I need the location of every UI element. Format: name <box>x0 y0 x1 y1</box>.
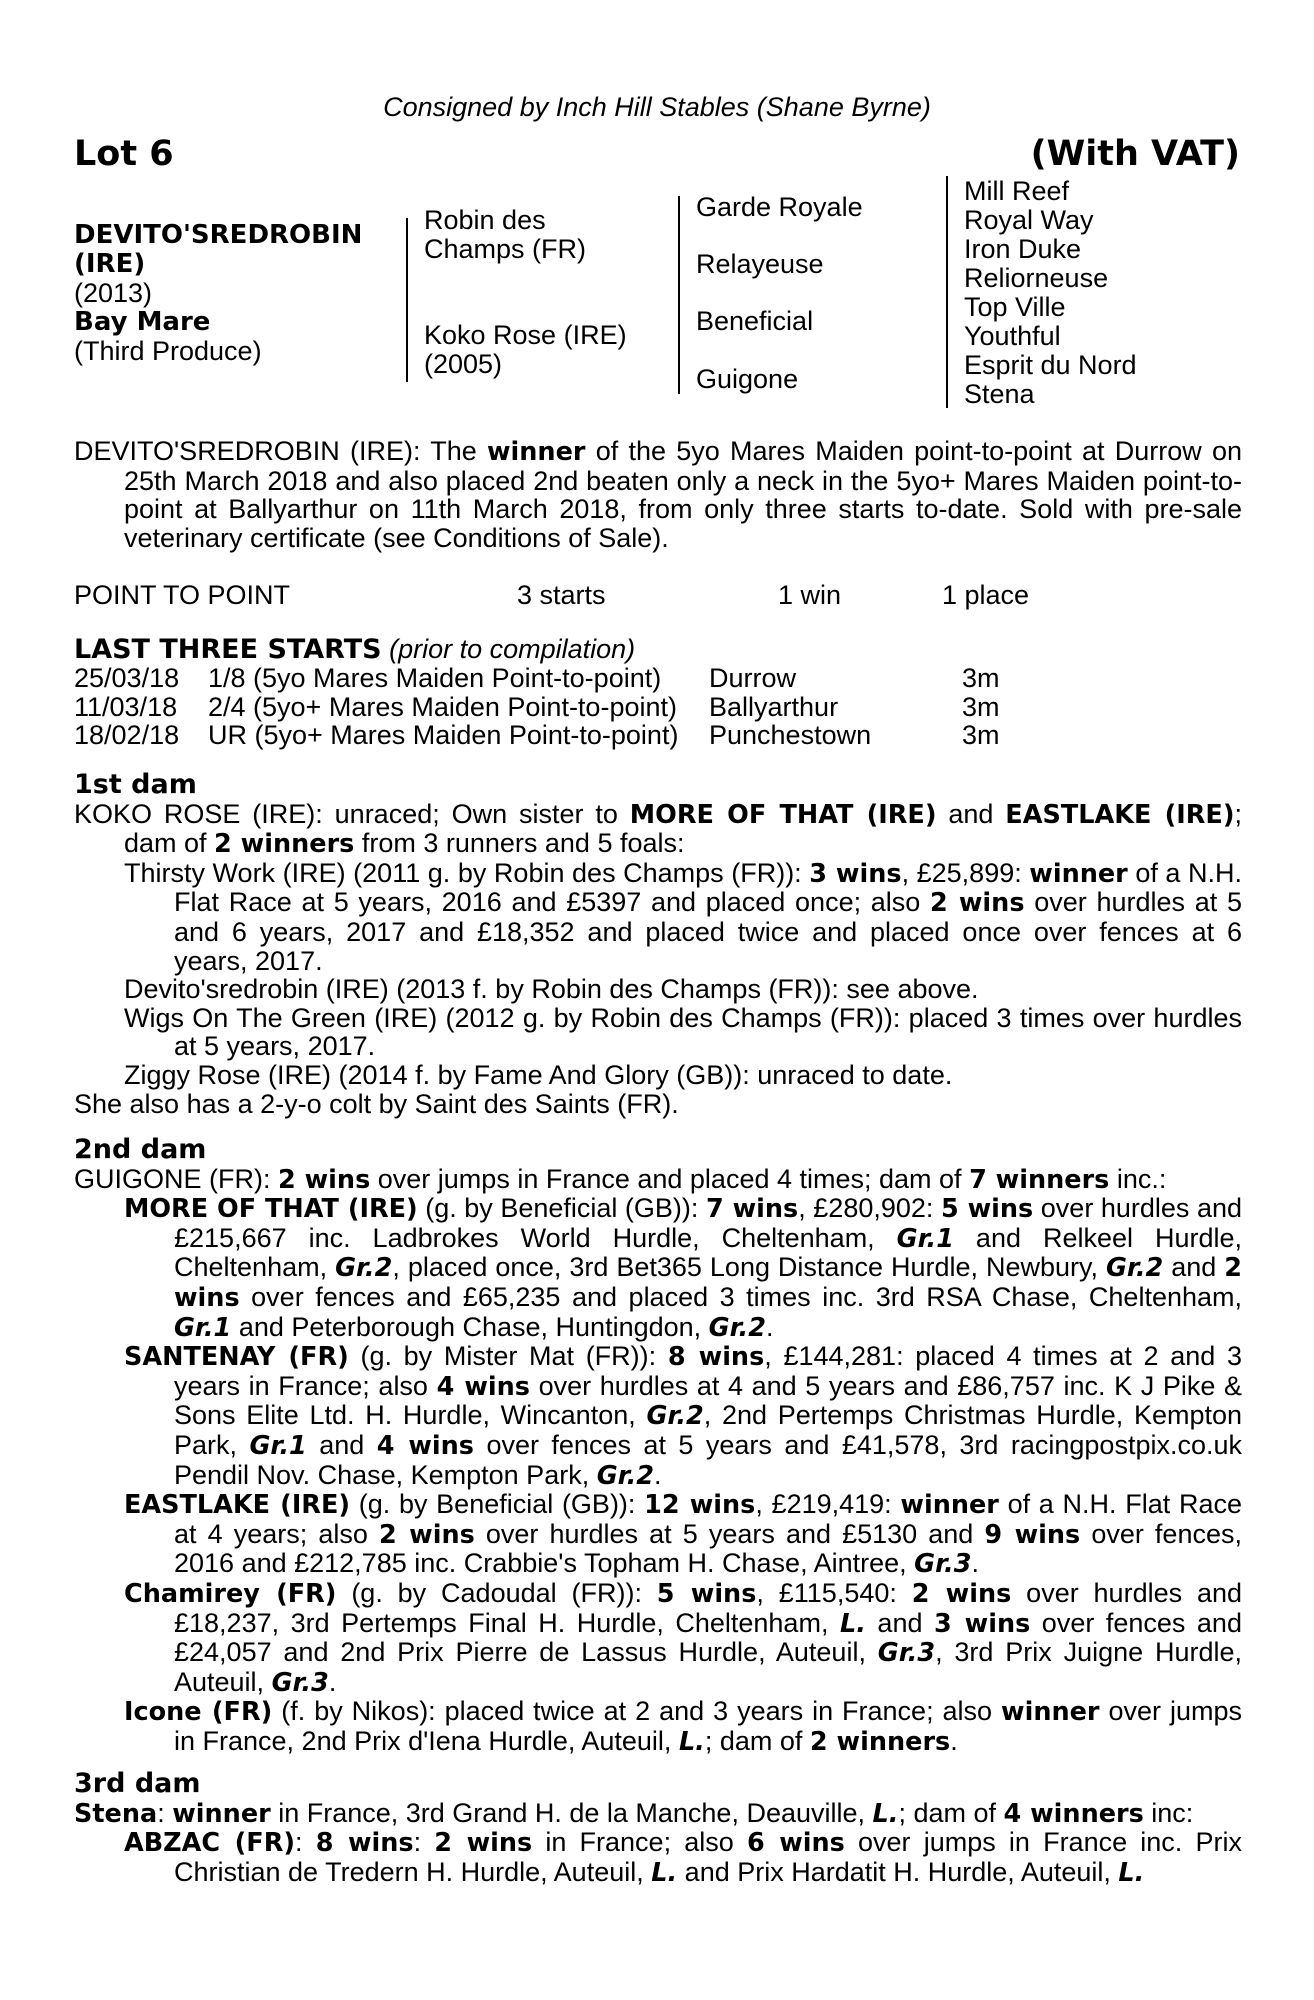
pedigree-divider-3 <box>946 176 948 408</box>
first-dam-colt-note: She also has a 2-y-o colt by Saint des Saints (FR). <box>74 1088 679 1119</box>
pedigree-gen2-1: Garde Royale <box>696 192 863 222</box>
first-dam-heading: 1st dam <box>74 769 197 800</box>
first-dam-intro: KOKO ROSE (IRE): unraced; Own sister to MORE OF THAT (IRE) and EASTLAKE (IRE); dam of 2 winners from 3 runners and 5 foals: <box>74 798 1242 860</box>
summary-paragraph: DEVITO'SREDROBIN (IRE): The winner of the 5yo Mares Maiden point-to-point at Durrow on 25th March 2018 and also placed 2nd beaten only a neck in the 5yo+ Mares Maiden point-to-point at Ballyarthur on 11th March 2018, from only three starts to-date. Sold with pre-sale veterinary certificate (see Conditions of Sale). <box>74 436 1242 553</box>
pedigree-gen2-3: Beneficial <box>696 306 814 336</box>
start-row-3-race: UR (5yo+ Mares Maiden Point-to-point) <box>208 720 679 750</box>
start-row-1-date: 25/03/18 <box>74 663 180 693</box>
start-row-3-course: Punchestown <box>709 720 872 750</box>
start-row-1-race: 1/8 (5yo Mares Maiden Point-to-point) <box>208 663 662 693</box>
pedigree-gen2-4: Guigone <box>696 364 799 394</box>
vat-note: (With VAT) <box>1030 134 1240 174</box>
progeny-eastlake: EASTLAKE (IRE) (g. by Beneficial (GB)): 12 wins, £219,419: winner of a N.H. Flat Race at 4 years; also 2 wins over hurdles at 5 years and £5130 and 9 wins over fences, 2016 and £212,785 inc. Crabbie's Topham H. Chase, Aintree, Gr.3. <box>124 1489 1242 1580</box>
progeny-chamirey: Chamirey (FR) (g. by Cadoudal (FR)): 5 wins, £115,540: 2 wins over hurdles and £18,237, 3rd Pertemps Final H. Hurdle, Cheltenham, L. and 3 wins over fences and £24,057 and 2nd Prix Pierre de Lassus Hurdle, Auteuil, Gr.3, 3rd Prix Juigne Hurdle, Auteuil, Gr.3. <box>124 1577 1242 1698</box>
progeny-santenay: SANTENAY (FR) (g. by Mister Mat (FR)): 8 wins, £144,281: placed 4 times at 2 and 3 years in France; also 4 wins over hurdles at 4 and 5 years and £86,757 inc. K J Pike & Sons Elite Ltd. H. Hurdle, Wincanton, Gr.2, 2nd Pertemps Christmas Hurdle, Kempton Park, Gr.1 and 4 wins over fences at 5 years and £41,578, 3rd racingpostpix.co.uk Pendil Nov. Chase, Kempton Park, Gr.2. <box>124 1341 1243 1491</box>
lot-number: Lot 6 <box>74 134 174 174</box>
progeny-thirsty-work: Thirsty Work (IRE) (2011 g. by Robin des Champs (FR)): 3 wins, £25,899: winner of a N.H. Flat Race at 5 years, 2016 and £5397 and placed once; also 2 wins over hurdles at 5 and 6 years, 2017 and £18,352 and placed twice and placed once over fences at 6 years, 2017. <box>124 857 1242 976</box>
record-starts: 3 starts <box>517 580 606 610</box>
record-wins: 1 win <box>778 580 842 610</box>
horse-identity <box>74 221 362 366</box>
start-row-2-dist: 3m <box>962 692 1000 722</box>
pedigree-sire: Robin des Champs (FR) <box>424 205 587 264</box>
progeny-devitosredrobin: Devito'sredrobin (IRE) (2013 f. by Robin des Champs (FR)): see above. <box>124 974 979 1005</box>
second-dam-section <box>74 1136 1242 1756</box>
second-dam-intro: GUIGONE (FR): 2 wins over jumps in France and placed 4 times; dam of 7 winners inc.: <box>74 1163 1167 1195</box>
horse-year: (2013) <box>74 278 153 308</box>
horse-country: (IRE) <box>74 249 146 279</box>
start-row-3-date: 18/02/18 <box>74 720 180 750</box>
start-row-1-course: Durrow <box>709 663 797 693</box>
third-dam-section <box>74 1770 1242 1887</box>
pedigree-divider-2 <box>678 196 680 394</box>
start-row-3-dist: 3m <box>962 720 1000 750</box>
progeny-icone: Icone (FR) (f. by Nikos): placed twice at 2 and 3 years in France; also winner over jumps in France, 2nd Prix d'Iena Hurdle, Auteuil, L.; dam of 2 winners. <box>124 1696 1242 1757</box>
second-dam-heading: 2nd dam <box>74 1134 207 1165</box>
horse-type: Bay Mare <box>74 307 211 337</box>
start-row-2-date: 11/03/18 <box>74 692 178 722</box>
third-dam-intro: Stena: winner in France, 3rd Grand H. de la Manche, Deauville, L.; dam of 4 winners inc: <box>74 1797 1194 1829</box>
progeny-ziggy-rose: Ziggy Rose (IRE) (2014 f. by Fame And Glory (GB)): unraced to date. <box>124 1059 953 1090</box>
pedigree-divider-1 <box>406 218 408 382</box>
progeny-wigs-on-the-green: Wigs On The Green (IRE) (2012 g. by Robin des Champs (FR)): placed 3 times over hurdles at 5 years, 2017. <box>124 1002 1242 1062</box>
record-label: POINT TO POINT <box>74 580 291 610</box>
progeny-more-of-that: MORE OF THAT (IRE) (g. by Beneficial (GB)): 7 wins, £280,902: 5 wins over hurdles and £215,667 inc. Ladbrokes World Hurdle, Cheltenham, Gr.1 and Relkeel Hurdle, Cheltenham, Gr.2, placed once, 3rd Bet365 Long Distance Hurdle, Newbury, Gr.2 and 2 wins over fences and £65,235 and placed 3 times inc. 3rd RSA Chase, Cheltenham, Gr.1 and Peterborough Chase, Huntingdon, Gr.2. <box>124 1193 1242 1343</box>
pedigree-gen2-2: Relayeuse <box>696 249 824 279</box>
record-places: 1 place <box>942 580 1030 610</box>
third-dam-heading: 3rd dam <box>74 1768 201 1799</box>
progeny-abzac: ABZAC (FR): 8 wins: 2 wins in France; also 6 wins over jumps in France inc. Prix Christian de Tredern H. Hurdle, Auteuil, L. and Prix Hardatit H. Hurdle, Auteuil, L. <box>124 1827 1242 1888</box>
last-three-heading: LAST THREE STARTS (prior to compilation) <box>74 634 636 665</box>
pedigree-gen3: Mill Reef Royal Way Iron Duke Reliorneuse Top Ville Youthful Esprit du Nord Stena <box>964 176 1137 409</box>
start-row-2-race: 2/4 (5yo+ Mares Maiden Point-to-point) <box>208 692 677 722</box>
consignor-line: Consigned by Inch Hill Stables (Shane Byrne) <box>383 92 931 122</box>
horse-name: DEVITO'SREDROBIN <box>74 220 363 250</box>
pedigree-dam: Koko Rose (IRE) (2005) <box>424 320 627 379</box>
horse-produce: (Third Produce) <box>74 336 262 366</box>
start-row-1-dist: 3m <box>962 663 1000 693</box>
start-row-2-course: Ballyarthur <box>709 692 839 722</box>
first-dam-section <box>74 771 1242 1118</box>
